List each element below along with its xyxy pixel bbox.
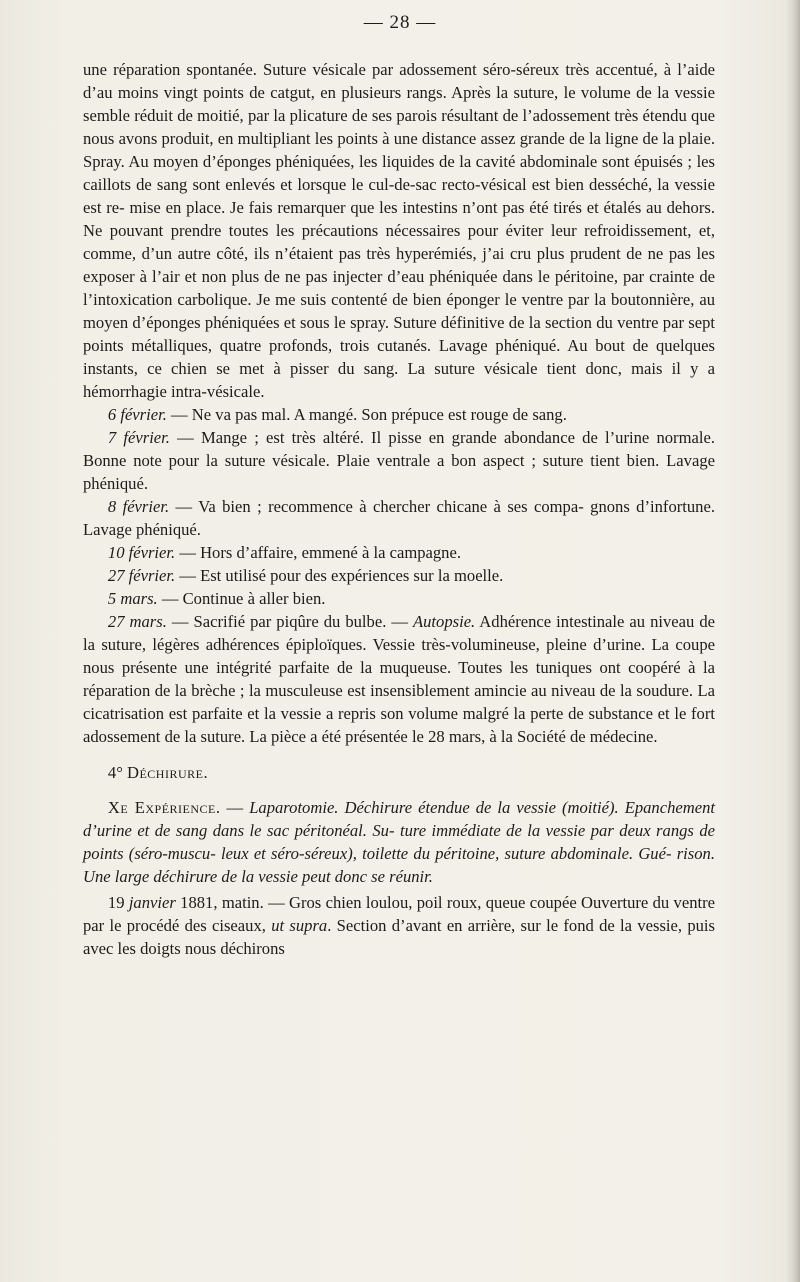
- final-date-num: 19: [107, 893, 125, 912]
- section-heading: [83, 761, 715, 784]
- final-entry: [83, 891, 715, 960]
- entry-text: — Mange ; est très altéré. Il pisse en grande abondance de l’urine normale. Bonne note pour la suture vésicale. Plaie ventrale a bon aspect ; suture tient bien. Lavage phéniqué.: [83, 428, 715, 493]
- journal-entry: [83, 564, 715, 587]
- final-text-2: . Section d’avant en arrière, sur le fond de la vessie, puis avec les doigts nous déchirons: [83, 916, 715, 958]
- final-text-1: 1881, matin. — Gros chien loulou, poil roux, queue coupée Ouverture du ventre par le procédé des ciseaux,: [83, 893, 715, 935]
- page-edge-shadow: [786, 0, 800, 1282]
- entry-date: 27 février.: [107, 566, 176, 585]
- entry-date: 8 février.: [107, 497, 170, 516]
- experience-label: Xe Expérience.: [107, 798, 221, 817]
- autopsy-date: 27 mars.: [107, 612, 167, 631]
- opening-paragraph: une réparation spontanée. Suture vésicale par adossement séro-séreux très accentué, à l’aide d’au moins vingt points de catgut, en plusieurs rangs. Après la suture, le volume de la vessie semble réduit de moitié, par la plicature de ses parois résultant de l’adossement très étendu que nous avons produit, en multipliant les points à une distance assez grande de la ligne de la plaie. Spray. Au moyen d’éponges phéniquées, les liquides de la cavité abdominale sont épuisés ; les caillots de sang sont enlevés et lorsque le cul-de-sac recto-vésical est bien desséché, la vessie est re- mise en place. Je fais remarquer que les intestins n’ont pas été tirés et étalés au dehors. Ne pouvant prendre toutes les précautions nécessaires pour éviter leur refroidissement, et, comme, d’un autre côté, ils n’étaient pas très hyperémiés, j’ai cru plus prudent de ne pas les exposer à l’air et non plus de ne pas injecter d’eau phéniquée dans le péritoine, par crainte de l’intoxication carbolique. Je me suis contenté de bien éponger le ventre par la boutonnière, au moyen d’éponges phéniquées et sous le spray. Suture définitive de la section du ventre par sept points métalliques, quatre profonds, trois cutanés. Lavage phéniqué. Au bout de quelques instants, ce chien se met à pisser du sang. La suture vésicale tient donc, mais il y a hémorrhagie intra-vésicale.: [83, 60, 715, 401]
- autopsy-label: Autopsie.: [412, 612, 476, 631]
- journal-entry: [83, 587, 715, 610]
- entry-date: 5 mars.: [107, 589, 158, 608]
- journal-entry: [83, 426, 715, 495]
- autopsy-lead: — Sacrifié par piqûre du bulbe. —: [166, 612, 413, 631]
- experience-dash: —: [220, 798, 250, 817]
- journal-entry: [83, 495, 715, 541]
- entry-date: 10 février.: [107, 543, 176, 562]
- page-number: — 28 —: [363, 12, 437, 33]
- ut-supra: ut supra: [271, 916, 328, 935]
- body-text: [83, 58, 715, 960]
- entry-text: — Est utilisé pour des expériences sur la moelle.: [175, 566, 504, 585]
- journal-entry: [83, 541, 715, 564]
- experience-summary-text: Laparotomie. Déchirure étendue de la vessie (moitié). Epanchement d’urine et de sang dans le sac péritonéal. Su- ture immédiate de la vessie par deux rangs de points (séro-muscu- leux et séro-séreux), toilette du péritoine, suture abdominale. Gué- rison. Une large déchirure de la vessie peut donc se réunir.: [83, 798, 716, 886]
- entry-text: — Ne va pas mal. A mangé. Son prépuce est rouge de sang.: [166, 405, 567, 424]
- final-date-word: janvier: [128, 893, 176, 912]
- entry-text: — Hors d’affaire, emmené à la campagne.: [175, 543, 461, 562]
- section-number: 4°: [107, 763, 123, 782]
- entry-date: 7 février.: [107, 428, 170, 447]
- section-title: Déchirure.: [126, 763, 209, 782]
- entry-text: — Va bien ; recommence à chercher chicane à ses compa- gnons d’infortune. Lavage phéniqué.: [83, 497, 715, 539]
- autopsy-text: Adhérence intestinale au niveau de la suture, légères adhérences épiploïques. Vessie très-volumineuse, pleine d’urine. La coupe nous présente une intégrité parfaite de la muqueuse. Toutes les tuniques ont coopéré à la réparation de la brèche ; la musculeuse est insensiblement amincie au niveau de la soudure. La cicatrisation est parfaite et la vessie a repris son volume malgré la perte de substance et le fort adossement de la suture. La pièce a été présentée le 28 mars, à la Société de médecine.: [83, 612, 715, 746]
- entry-text: — Continue à aller bien.: [157, 589, 326, 608]
- autopsy-entry: [83, 610, 715, 748]
- entry-date: 6 février.: [107, 405, 167, 424]
- journal-entry: [83, 403, 715, 426]
- experience-summary: [83, 796, 715, 888]
